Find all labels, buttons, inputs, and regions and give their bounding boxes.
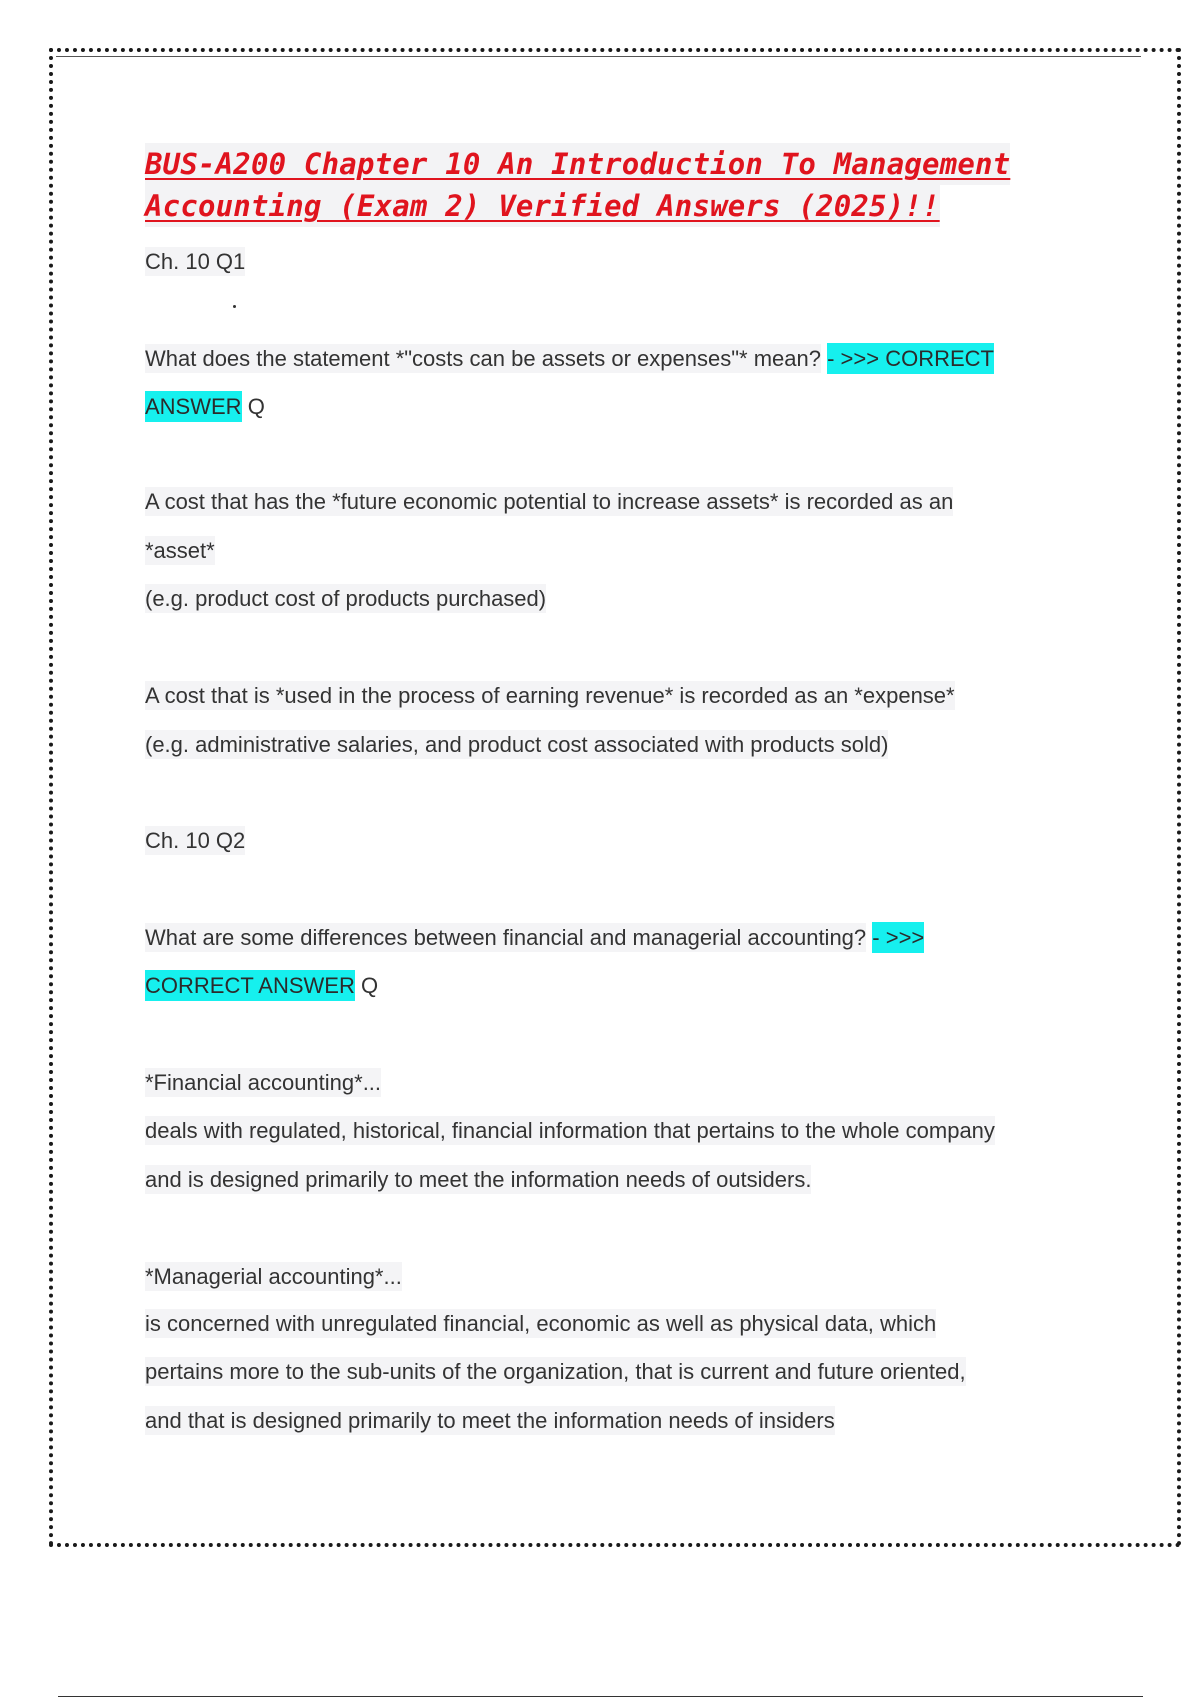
q2-answer-marker: - >>> bbox=[872, 922, 924, 953]
bottom-rule bbox=[58, 1696, 1143, 1697]
q1-answer-marker-cont: ANSWER bbox=[145, 391, 242, 422]
q2-answer-line: *Financial accounting*... bbox=[145, 1070, 382, 1095]
q1-question-text: What does the statement *"costs can be assets or expenses"* mean? bbox=[145, 346, 821, 371]
q2-question-text: What are some differences between financial and managerial accounting? bbox=[145, 925, 867, 950]
q2-answer-line: deals with regulated, historical, financial information that pertains to the whole company bbox=[145, 1118, 995, 1143]
document-title bbox=[145, 143, 1045, 227]
q1-answer-line: A cost that is *used in the process of earning revenue* is recorded as an *expense* bbox=[145, 683, 955, 708]
q2-answer-line: and that is designed primarily to meet the information needs of insiders bbox=[145, 1408, 835, 1433]
title-line-2: Accounting (Exam 2) Verified Answers (2025)!! bbox=[145, 185, 940, 227]
top-rule bbox=[56, 56, 1141, 57]
q2-label: Ch. 10 Q2 bbox=[145, 828, 246, 853]
q1-answer-suffix: Q bbox=[247, 394, 265, 419]
q2-answer-line: *Managerial accounting*... bbox=[145, 1264, 402, 1289]
q2-question-cont bbox=[145, 962, 378, 1011]
q2-answer-line: pertains more to the sub-units of the organization, that is current and future oriented, bbox=[145, 1359, 966, 1384]
q2-answer-line: and is designed primarily to meet the information needs of outsiders. bbox=[145, 1167, 812, 1192]
title-line-1: BUS-A200 Chapter 10 An Introduction To Management bbox=[145, 143, 1010, 185]
q2-question bbox=[145, 914, 924, 963]
q1-answer-marker: - >>> CORRECT bbox=[827, 343, 994, 374]
q2-answer-line: is concerned with unregulated financial, economic as well as physical data, which bbox=[145, 1311, 937, 1336]
q1-question-cont bbox=[145, 383, 265, 432]
q2-answer-suffix: Q bbox=[360, 973, 379, 998]
q1-answer-line: (e.g. product cost of products purchased) bbox=[145, 586, 547, 611]
q1-answer-line: A cost that has the *future economic potential to increase assets* is recorded as an bbox=[145, 489, 954, 514]
q1-label: Ch. 10 Q1 bbox=[145, 249, 246, 274]
q1-question bbox=[145, 335, 994, 384]
q1-answer-line: *asset* bbox=[145, 538, 215, 563]
q1-answer-line: (e.g. administrative salaries, and product cost associated with products sold) bbox=[145, 732, 889, 757]
q2-answer-marker-cont: CORRECT ANSWER bbox=[145, 970, 355, 1001]
stray-dot bbox=[233, 305, 236, 308]
